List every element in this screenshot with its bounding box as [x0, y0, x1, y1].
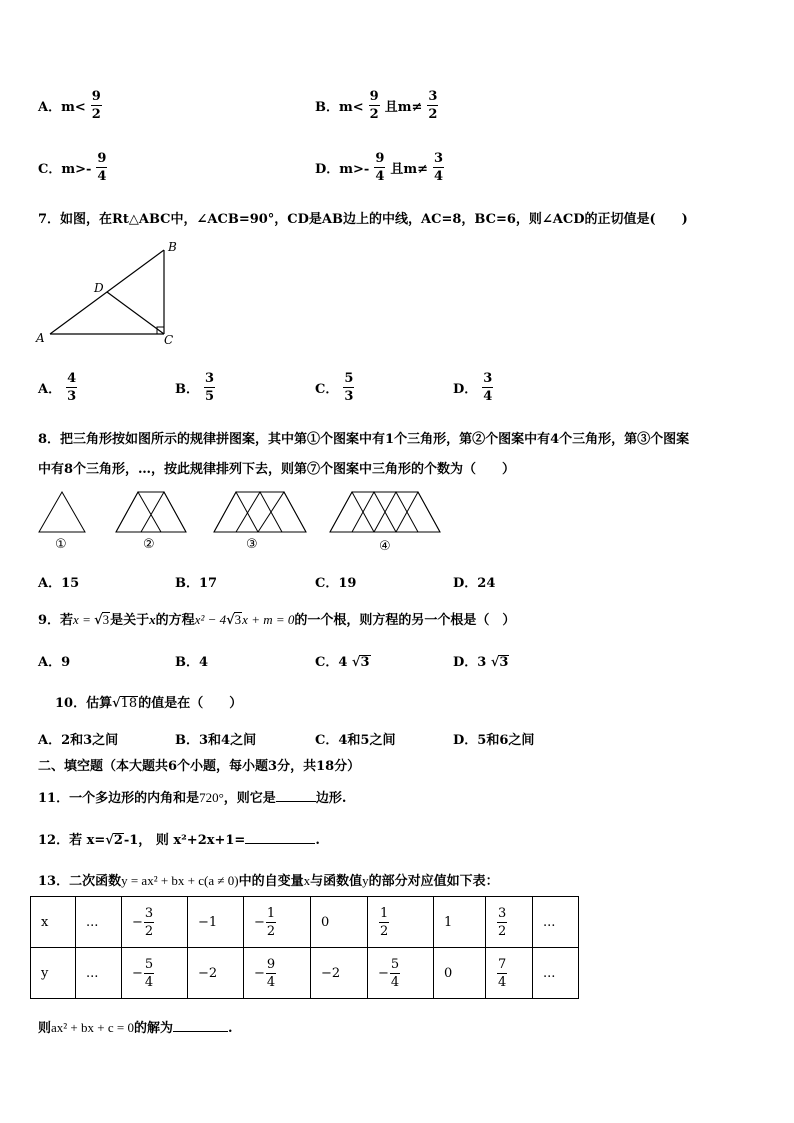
fraction: $\frac{5}{3}$ [344, 371, 354, 404]
figure-label-4: ④ [379, 539, 391, 554]
table-cell: − $\frac{5}{4}$ [122, 948, 188, 999]
q7-option-a: A． $\frac{4}{3}$ [38, 371, 77, 404]
answer-blank[interactable] [245, 843, 315, 844]
fraction: $\frac{9}{4}$ [266, 956, 276, 990]
point-b-label: B [168, 240, 177, 254]
table-cell: −2 [188, 948, 244, 999]
table-cell [486, 897, 533, 948]
q8-triangle-patterns [30, 488, 460, 554]
answer-blank[interactable] [173, 1031, 228, 1032]
q6-option-d: D．m>- $\frac{9}{4}$ 且m≠ $\frac{3}{4}$ [315, 151, 444, 184]
q10-stem: 10．估算√18的值是在（ ） [55, 696, 243, 711]
table-cell: −1 [188, 897, 244, 948]
q9-stem: 9．若x = √3是关于x的方程x² − 4√3x + m = 0的一个根，则方程的另一个根是（ ） [38, 612, 516, 628]
point-d-label: D [94, 281, 104, 295]
table-cell: − $\frac{5}{4}$ [368, 948, 434, 999]
table-cell: 0 [434, 948, 486, 999]
q7-triangle-figure [30, 238, 190, 350]
q7-option-d: D． $\frac{3}{4}$ [453, 371, 493, 404]
value-table [30, 896, 579, 999]
table-row-x [31, 897, 579, 948]
fraction: $\frac{9}{2}$ [91, 89, 101, 122]
section-heading: 二、填空题（本大题共6个小题，每小题3分，共18分） [38, 759, 361, 774]
fraction: $\frac{3}{5}$ [205, 371, 215, 404]
q8-option-c: C．19 [315, 576, 357, 591]
q12-stem: 12．若 x=√2-1， 则 x²+2x+1= . [38, 833, 320, 848]
q10-option-b: B．3和4之间 [175, 733, 257, 748]
table-row-y [31, 948, 579, 999]
fraction: $\frac{5}{4}$ [144, 956, 154, 990]
table-cell: − $\frac{3}{2}$ [122, 897, 188, 948]
q13-answer-line: 则ax² + bx + c = 0的解为 . [38, 1020, 233, 1036]
table-cell: 0 [311, 897, 368, 948]
table-cell: x [31, 897, 76, 948]
q9-option-b: B．4 [175, 655, 209, 670]
fraction: $\frac{9}{4}$ [375, 151, 385, 184]
q8-option-b: B．17 [175, 576, 218, 591]
table-cell: − $\frac{1}{2}$ [244, 897, 311, 948]
q7-stem: 7．如图，在Rt△ABC中，∠ACB=90°，CD是AB边上的中线，AC=8，BC=6，则∠ACD的正切值是( ) [38, 212, 688, 227]
q8-option-d: D．24 [453, 576, 496, 591]
fraction: $\frac{4}{3}$ [67, 371, 77, 404]
answer-blank[interactable] [276, 801, 316, 802]
q9-option-a: A．9 [38, 655, 71, 670]
fraction: $\frac{3}{2}$ [498, 905, 507, 939]
fraction: $\frac{7}{4}$ [498, 956, 507, 990]
figure-label-2: ② [143, 537, 155, 552]
figure-label-3: ③ [246, 537, 258, 552]
point-a-label: A [36, 331, 45, 345]
table-cell: ... [76, 948, 122, 999]
q7-option-b: B． $\frac{3}{5}$ [175, 371, 215, 404]
fraction: $\frac{3}{4}$ [483, 371, 493, 404]
q9-option-d: D．3 √3 [453, 655, 509, 670]
q8-stem-line-2: 中有8个三角形，…，按此规律排列下去，则第⑦个图案中三角形的个数为（ ） [38, 462, 516, 477]
q11-stem: 11．一个多边形的内角和是720°，则它是 边形. [38, 790, 347, 806]
point-c-label: C [164, 333, 174, 347]
q6-option-c: C．m>- $\frac{9}{4}$ [38, 151, 107, 184]
fraction: $\frac{3}{4}$ [434, 151, 444, 184]
table-cell: −2 [311, 948, 368, 999]
table-cell: − $\frac{9}{4}$ [244, 948, 311, 999]
table-cell: ... [533, 897, 579, 948]
q7-option-c: C． $\frac{5}{3}$ [315, 371, 354, 404]
figure-label-1: ① [55, 537, 67, 552]
table-cell: 1 [434, 897, 486, 948]
q10-option-c: C．4和5之间 [315, 733, 396, 748]
q8-option-a: A．15 [38, 576, 80, 591]
table-cell [486, 948, 533, 999]
q8-stem-line-1: 8．把三角形按如图所示的规律拼图案，其中第①个图案中有1个三角形，第②个图案中有4个三角形，第③个图案 [38, 432, 690, 447]
table-cell: ... [533, 948, 579, 999]
fraction: $\frac{9}{4}$ [97, 151, 107, 184]
fraction: $\frac{1}{2}$ [380, 905, 389, 939]
q6-option-a: A．m< $\frac{9}{2}$ [38, 89, 101, 122]
q13-stem: 13．二次函数y = ax² + bx + c(a ≠ 0)中的自变量x与函数值y的部分对应值如下表： [38, 873, 499, 889]
fraction: $\frac{3}{2}$ [428, 89, 438, 122]
q6-option-b: B．m< $\frac{9}{2}$ 且m≠ $\frac{3}{2}$ [315, 89, 438, 122]
fraction: $\frac{3}{2}$ [144, 905, 154, 939]
q9-option-c: C．4 √3 [315, 655, 370, 670]
q10-option-a: A．2和3之间 [38, 733, 119, 748]
fraction: $\frac{5}{4}$ [390, 956, 400, 990]
fraction: $\frac{9}{2}$ [369, 89, 379, 122]
table-cell: y [31, 948, 76, 999]
table-cell: ... [76, 897, 122, 948]
fraction: $\frac{1}{2}$ [266, 905, 276, 939]
q10-option-d: D．5和6之间 [453, 733, 535, 748]
table-cell [368, 897, 434, 948]
